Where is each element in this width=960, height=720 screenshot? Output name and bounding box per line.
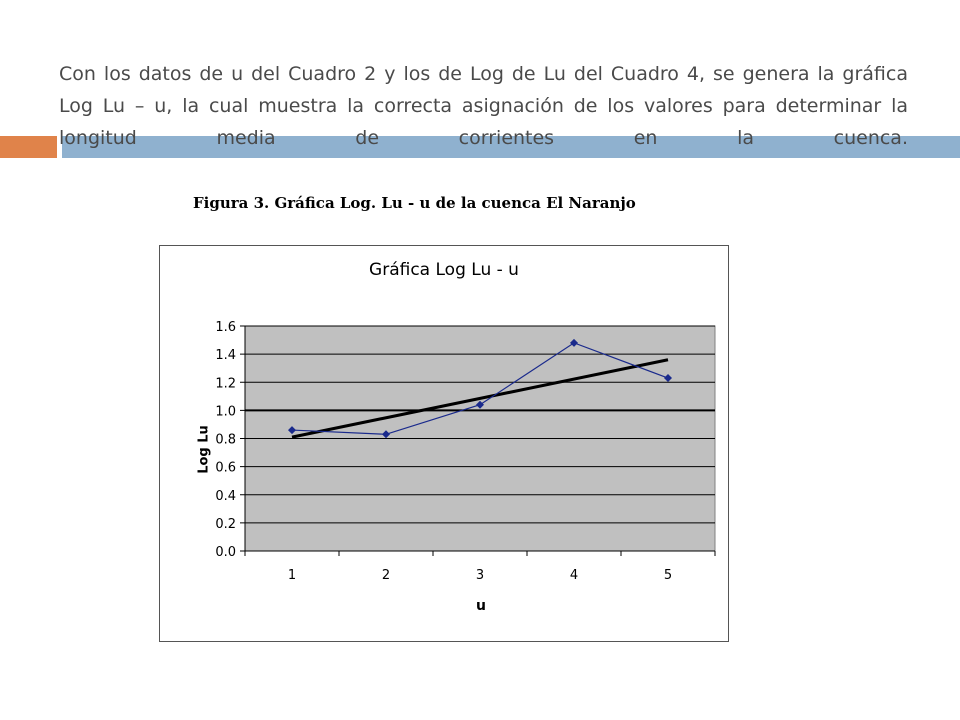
accent-bar-orange: [0, 136, 57, 158]
y-tick-label: 0.0: [215, 545, 236, 560]
x-tick-label: 5: [663, 568, 673, 583]
y-tick-label: 0.4: [215, 488, 236, 504]
x-axis-label: u: [476, 598, 486, 614]
x-tick-label: 1: [287, 568, 297, 583]
x-tick-label: 2: [381, 568, 391, 583]
y-tick-label: 0.6: [215, 460, 236, 476]
x-tick-label: 4: [569, 568, 579, 583]
y-tick-label: 1.0: [215, 404, 236, 420]
y-tick-label: 0.2: [215, 516, 236, 532]
y-tick-label: 1.2: [215, 376, 236, 392]
y-axis-label: Log Lu: [196, 425, 212, 474]
body-paragraph: Con los datos de u del Cuadro 2 y los de Log de Lu del Cuadro 4, se genera la gráfica Log Lu – u, la cual muestra la correcta asignación de los valores para determinar la longitud media de corrientes en la cuenca.: [59, 63, 908, 149]
y-tick-label: 1.4: [215, 348, 236, 364]
figure-caption: Figura 3. Gráfica Log. Lu - u de la cuenca El Naranjo: [193, 194, 636, 212]
y-tick-label: 1.6: [215, 320, 236, 335]
chart-title: Gráfica Log Lu - u: [369, 260, 519, 280]
y-tick-label: 0.8: [215, 432, 236, 448]
chart-svg: [160, 246, 728, 641]
x-tick-label: 3: [475, 568, 485, 583]
chart-frame: [159, 245, 729, 642]
